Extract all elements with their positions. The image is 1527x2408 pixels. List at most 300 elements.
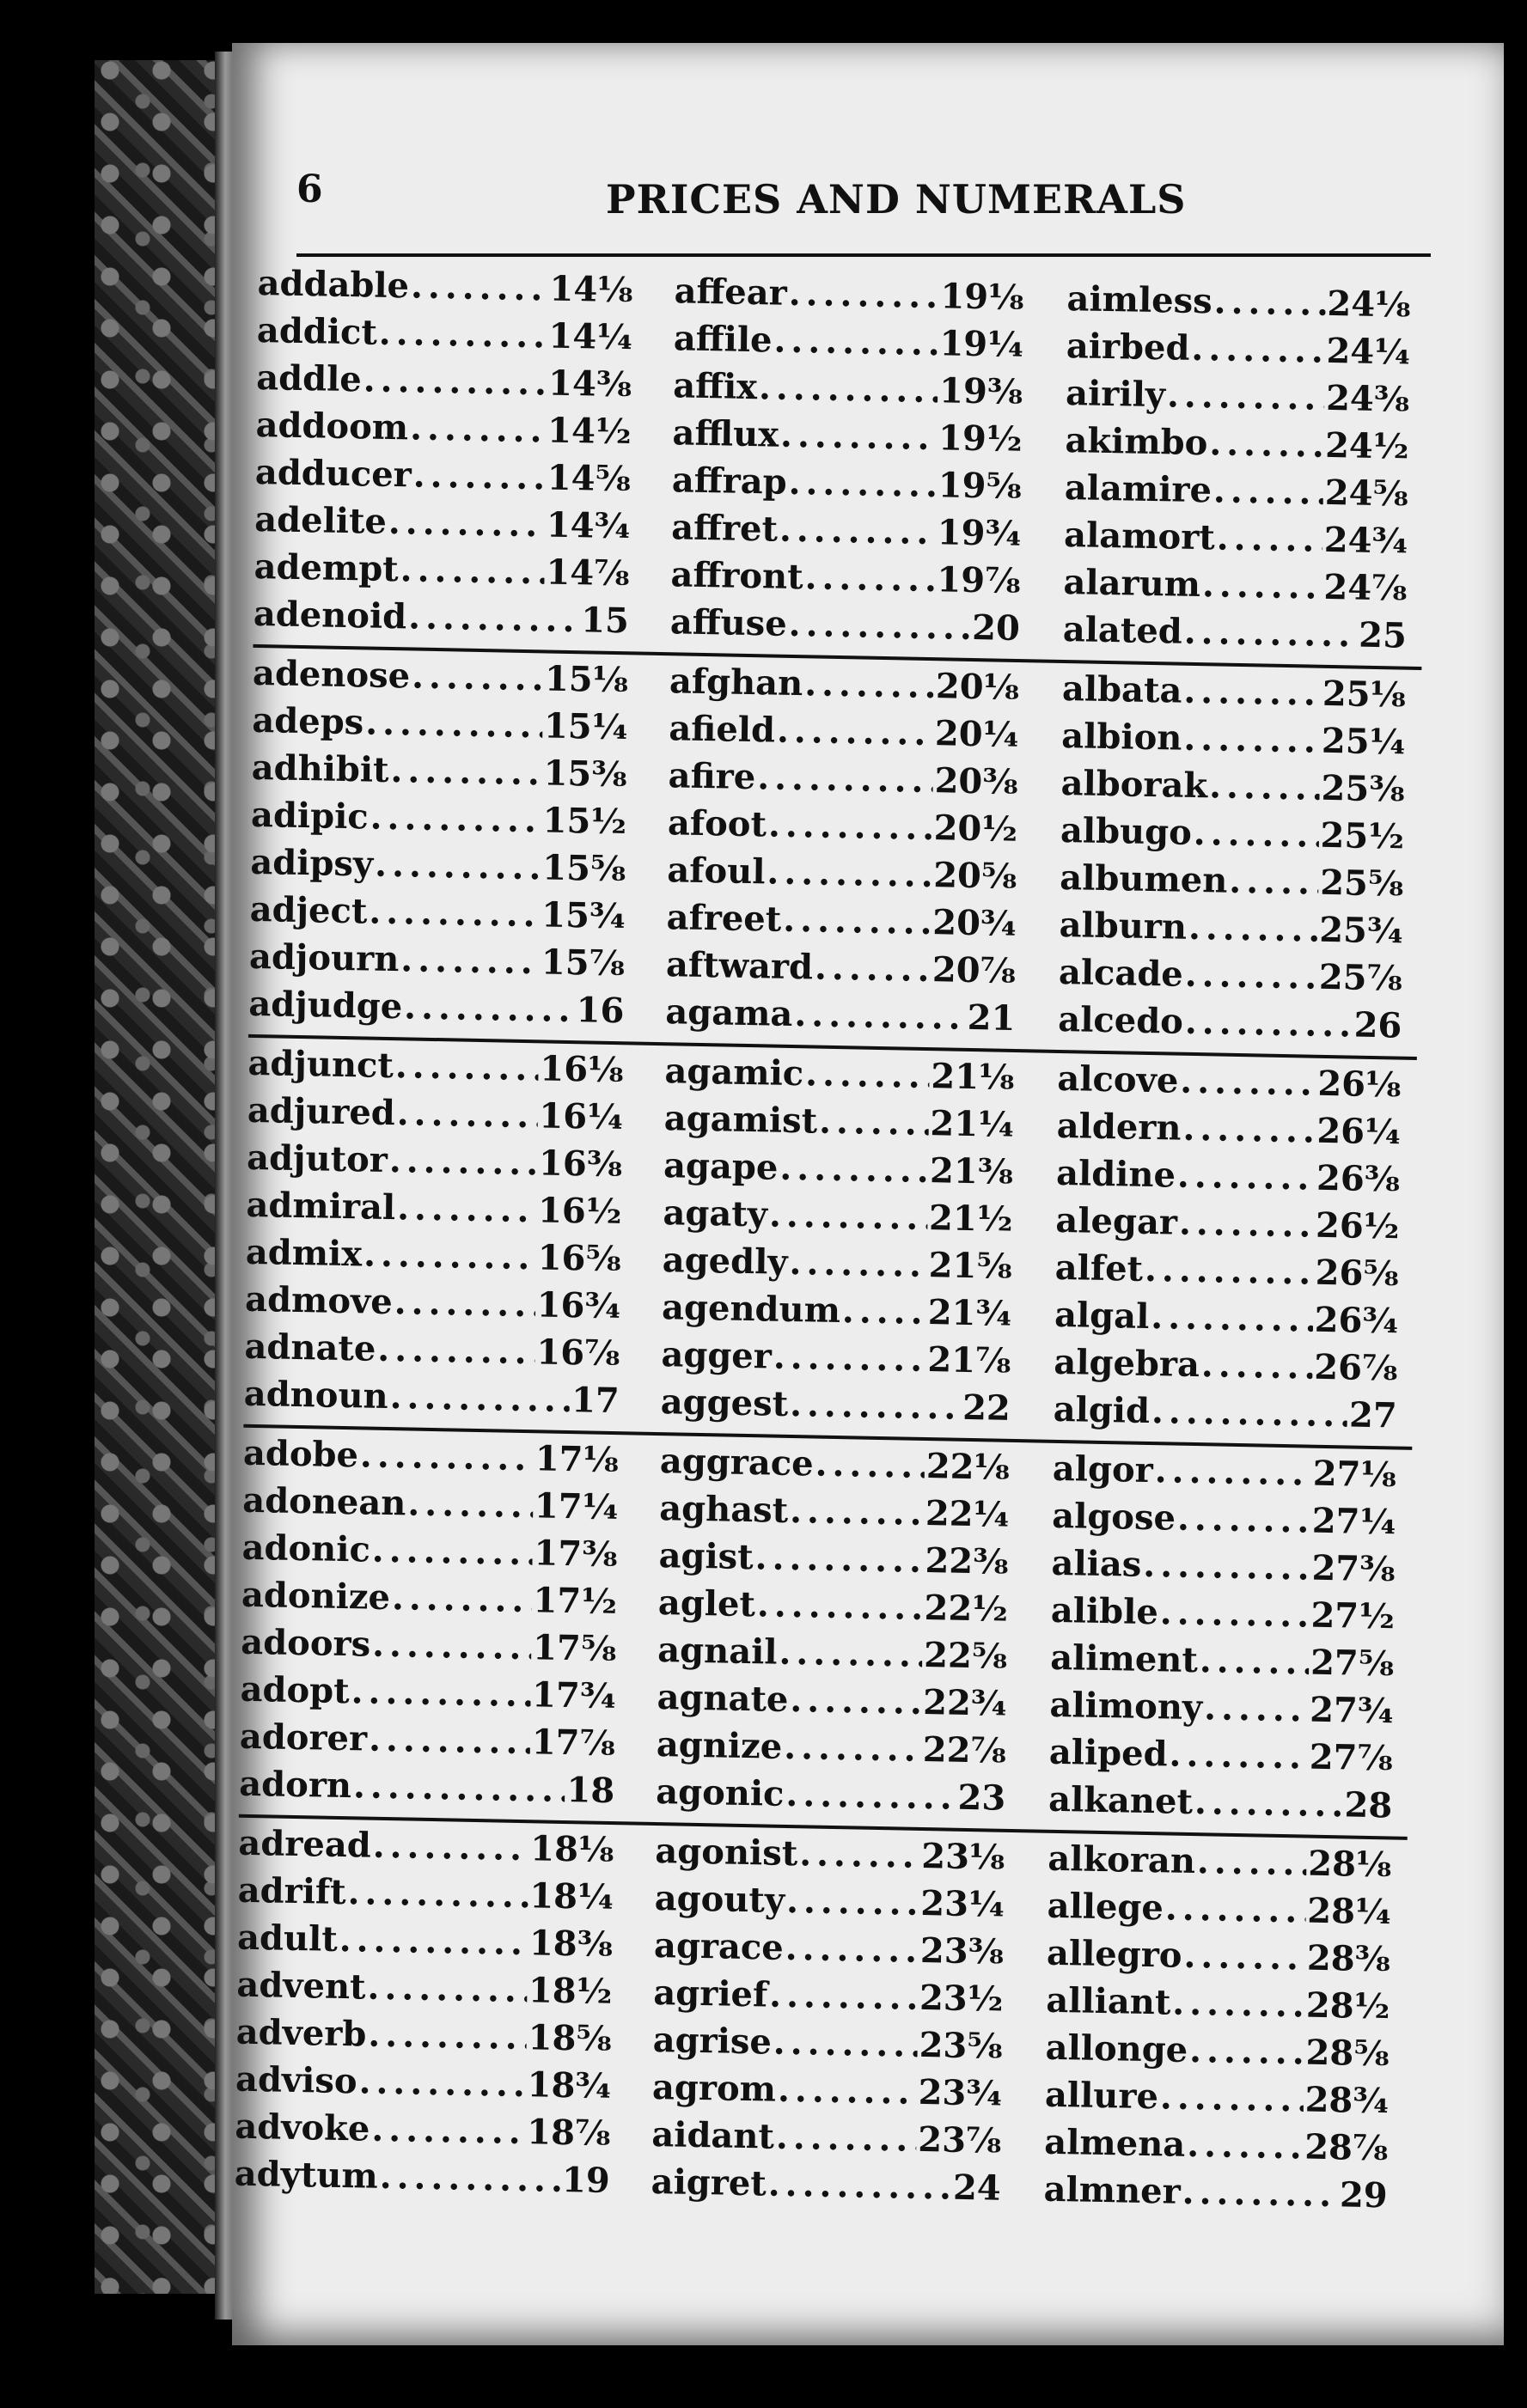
entry-word: adhibit: [251, 747, 389, 790]
dot-leader: [395, 1045, 539, 1088]
entry-word: alkanet: [1048, 1778, 1194, 1823]
dot-leader: [388, 502, 546, 545]
entry-price: 23½: [919, 1977, 1004, 2020]
dot-leader: [773, 2022, 918, 2065]
index-entry: [1029, 1152, 1416, 1207]
entry-price: 17⅜: [534, 1533, 618, 1576]
entry-word: adonic: [241, 1527, 371, 1570]
entry-price: 25⅝: [1319, 862, 1404, 905]
entry-price: 14⅞: [546, 552, 630, 594]
entry-price: 26¼: [1316, 1110, 1402, 1153]
dot-leader: [390, 750, 542, 793]
index-entry: [646, 460, 1038, 515]
entry-column: [239, 1433, 634, 1819]
index-entry: [1031, 951, 1419, 1006]
entry-price: 28½: [1305, 1984, 1390, 2027]
index-entry: [634, 1441, 1026, 1496]
index-entry: [234, 2154, 626, 2209]
entry-price: 23¾: [918, 2071, 1003, 2114]
entry-price: 21½: [928, 1198, 1013, 1240]
index-entry: [252, 700, 644, 755]
dot-leader: [789, 273, 939, 316]
entry-price: 26⅝: [1315, 1252, 1400, 1295]
dot-leader: [1183, 718, 1320, 761]
dot-leader: [410, 407, 547, 450]
entry-word: algebra: [1054, 1341, 1200, 1386]
entry-price: 25: [1358, 614, 1408, 656]
entry-price: 20¼: [934, 713, 1019, 756]
index-entry: [249, 936, 641, 991]
dot-leader: [1209, 765, 1320, 808]
entry-column: [1021, 1448, 1412, 1833]
index-entry: [627, 1972, 1019, 2027]
dot-leader: [783, 899, 931, 942]
entry-word: agonist: [655, 1831, 798, 1875]
index-entry: [235, 2106, 626, 2161]
dot-leader: [768, 2164, 952, 2208]
entry-word: albata: [1061, 668, 1182, 711]
entry-price: 16¾: [536, 1284, 621, 1327]
entry-price: 14¼: [548, 315, 633, 358]
entry-word: alliant: [1046, 1979, 1171, 2023]
entry-word: allure: [1044, 2074, 1159, 2118]
entry-word: agrief: [653, 1972, 768, 2015]
entry-column: [1025, 1058, 1416, 1443]
index-entry: [644, 601, 1036, 656]
dot-leader: [788, 604, 970, 648]
entry-word: afire: [668, 755, 756, 798]
index-entry: [235, 2059, 627, 2114]
index-entry: [632, 1582, 1024, 1637]
entry-word: almner: [1043, 2168, 1182, 2212]
entry-price: 20¾: [931, 902, 1017, 944]
dot-leader: [776, 2117, 917, 2160]
dot-leader: [788, 462, 937, 505]
index-entry: [235, 2012, 627, 2067]
entry-price: 19⅜: [938, 370, 1023, 413]
entry-price: 22⅛: [925, 1446, 1011, 1488]
dot-leader: [372, 1530, 533, 1574]
dot-leader: [365, 702, 542, 746]
entry-price: 28⅜: [1306, 1937, 1391, 1980]
dot-leader: [1143, 1545, 1310, 1588]
index-entry: [241, 1575, 633, 1630]
entry-price: 28¾: [1304, 2079, 1390, 2122]
dot-leader: [408, 596, 580, 640]
dot-leader: [786, 1881, 919, 1923]
entry-word: alburn: [1059, 904, 1188, 948]
index-entry: [1022, 1731, 1409, 1786]
entry-word: algal: [1054, 1294, 1150, 1338]
entry-price: 27½: [1310, 1594, 1396, 1637]
running-title: PRICES AND NUMERALS: [606, 176, 1187, 223]
index-entry: [628, 1877, 1020, 1932]
index-entry: [1027, 1247, 1414, 1302]
dot-leader: [379, 2156, 560, 2200]
entry-price: 21¾: [927, 1292, 1012, 1334]
entry-word: adorn: [239, 1763, 352, 1807]
entry-price: 25¼: [1321, 720, 1406, 763]
dot-leader: [339, 1919, 528, 1963]
dot-leader: [1182, 2172, 1338, 2215]
index-entry: [1018, 1979, 1406, 2034]
entry-price: 14½: [547, 410, 632, 453]
dot-leader: [773, 1337, 926, 1380]
dot-leader: [389, 1140, 538, 1183]
entry-word: airbed: [1066, 326, 1190, 369]
entry-price: 25⅛: [1322, 673, 1407, 716]
dot-leader: [790, 1491, 924, 1533]
entry-price: 20⅝: [932, 855, 1017, 898]
entry-word: afghan: [669, 661, 803, 704]
entry-price: 14⅛: [549, 268, 633, 311]
entry-price: 17: [571, 1380, 620, 1422]
index-entry: [256, 357, 648, 412]
index-entry: [642, 755, 1034, 810]
entry-price: 26½: [1315, 1204, 1400, 1247]
entry-price: 23: [957, 1777, 1006, 1819]
entry-price: 18: [566, 1770, 615, 1812]
entry-word: agendum: [661, 1287, 841, 1332]
dot-leader: [368, 2015, 527, 2058]
entry-word: adipic: [250, 794, 369, 838]
dot-leader: [1202, 564, 1322, 607]
index-entry: [253, 594, 645, 649]
dot-leader: [1151, 1391, 1348, 1435]
index-entry: [1016, 2168, 1403, 2223]
entry-word: allonge: [1045, 2027, 1188, 2070]
dot-leader: [769, 1975, 918, 2018]
dot-leader: [1177, 1498, 1310, 1541]
dot-leader: [1188, 907, 1318, 950]
entry-word: adelite: [253, 498, 388, 542]
entry-price: 16⅞: [536, 1332, 620, 1375]
dot-leader: [1169, 1734, 1308, 1777]
entry-word: agist: [658, 1535, 754, 1578]
entry-column: [1030, 668, 1421, 1053]
entry-word: adjudge: [248, 983, 403, 1027]
index-entry: [1033, 809, 1420, 864]
index-entry: [238, 1823, 630, 1878]
entry-price: 24¼: [1326, 330, 1411, 373]
entry-price: 18¼: [529, 1875, 614, 1918]
entry-word: affrap: [671, 460, 787, 503]
entry-word: afoul: [667, 850, 766, 893]
dot-leader: [767, 851, 931, 895]
index-entry: [640, 897, 1032, 952]
entry-word: adviso: [235, 2058, 357, 2102]
index-entry: [1039, 277, 1426, 332]
dot-leader: [1217, 517, 1323, 559]
entry-price: 16½: [537, 1190, 622, 1233]
index-entry: [241, 1527, 633, 1582]
index-entry: [257, 310, 649, 365]
dot-leader: [1201, 1344, 1313, 1387]
entry-word: alkoran: [1048, 1838, 1196, 1882]
dot-leader: [1189, 2030, 1304, 2073]
entry-price: 27¼: [1311, 1500, 1396, 1543]
entry-word: addoom: [255, 404, 409, 448]
entry-column: [644, 271, 1040, 656]
index-entry: [645, 507, 1037, 562]
index-entry: [248, 984, 640, 1039]
entry-price: 17½: [533, 1580, 618, 1623]
index-entry: [630, 1771, 1022, 1826]
entry-price: 25¾: [1318, 909, 1403, 952]
entry-price: 22⅝: [923, 1635, 1008, 1677]
entry-block: [239, 1428, 1412, 1840]
index-entry: [1019, 1885, 1407, 1940]
dot-leader: [1177, 1155, 1316, 1198]
index-entry: [634, 1381, 1026, 1436]
entry-word: agrom: [651, 2066, 777, 2110]
entry-price: 17⅛: [534, 1438, 620, 1481]
index-entry: [644, 554, 1036, 609]
entry-word: agedly: [662, 1240, 788, 1283]
price-index-table: [233, 258, 1426, 2299]
dot-leader: [1187, 2125, 1304, 2167]
entry-price: 24¾: [1323, 519, 1408, 562]
index-entry: [1023, 1637, 1410, 1692]
entry-word: agamic: [664, 1051, 804, 1094]
index-entry: [644, 661, 1035, 716]
dot-leader: [757, 1584, 923, 1628]
index-entry: [1036, 466, 1424, 521]
index-entry: [1017, 2074, 1405, 2129]
dot-leader: [785, 1774, 956, 1818]
entry-word: allege: [1047, 1885, 1164, 1929]
entry-price: 24⅛: [1327, 283, 1411, 326]
entry-word: agonic: [655, 1771, 785, 1814]
dot-leader: [1191, 328, 1325, 371]
entry-word: alcedo: [1058, 998, 1184, 1042]
entry-word: adytum: [234, 2153, 379, 2197]
index-entry: [625, 2161, 1017, 2216]
dot-leader: [815, 1444, 925, 1486]
index-entry: [237, 1917, 629, 1972]
entry-price: 16⅛: [540, 1048, 624, 1091]
entry-word: albugo: [1060, 809, 1193, 853]
entry-block: [248, 648, 1421, 1060]
index-entry: [637, 1192, 1029, 1247]
entry-word: aldern: [1056, 1105, 1182, 1149]
index-entry: [632, 1629, 1023, 1684]
entry-price: 22½: [924, 1588, 1009, 1630]
dot-leader: [1160, 1592, 1310, 1635]
dot-leader: [773, 320, 938, 364]
page-header: [296, 159, 1431, 236]
dot-leader: [785, 1928, 919, 1971]
entry-word: agrace: [653, 1925, 785, 1968]
index-entry: [1029, 1105, 1416, 1160]
index-entry: [626, 2019, 1018, 2074]
entry-price: 20½: [933, 808, 1018, 850]
index-entry: [251, 795, 643, 850]
entry-price: 19½: [938, 418, 1023, 460]
entry-price: 19¼: [939, 323, 1024, 366]
entry-price: 15⅞: [541, 942, 626, 985]
index-entry: [636, 1287, 1028, 1342]
dot-leader: [1183, 671, 1321, 714]
dot-leader: [1213, 470, 1323, 512]
index-entry: [236, 1965, 628, 2020]
entry-word: adread: [238, 1822, 372, 1866]
entry-price: 18⅛: [530, 1828, 614, 1871]
entry-price: 25⅜: [1321, 767, 1405, 810]
entry-column: [634, 1051, 1029, 1436]
index-entry: [646, 412, 1038, 467]
index-entry: [647, 365, 1039, 420]
index-entry: [638, 1051, 1030, 1106]
dot-leader: [1213, 281, 1325, 323]
index-entry: [631, 1723, 1023, 1778]
entry-word: aglet: [657, 1582, 756, 1625]
entry-word: albion: [1061, 716, 1182, 759]
dot-leader: [347, 1872, 528, 1916]
entry-word: admiral: [246, 1184, 396, 1228]
index-entry: [1027, 1294, 1414, 1349]
entry-word: aigret: [651, 2161, 767, 2204]
entry-price: 26: [1353, 1004, 1402, 1046]
dot-leader: [400, 549, 544, 592]
entry-price: 20: [971, 607, 1021, 649]
dot-leader: [371, 2109, 525, 2152]
entry-word: alamort: [1063, 515, 1216, 558]
entry-price: 17⅝: [532, 1627, 617, 1670]
entry-word: adenose: [252, 652, 411, 697]
index-entry: [1031, 904, 1419, 959]
entry-price: 18⅜: [528, 1923, 614, 1966]
entry-column: [1016, 1838, 1407, 2223]
entry-price: 20⅜: [934, 760, 1018, 803]
entry-word: adenoid: [253, 593, 407, 637]
entry-price: 24⅜: [1325, 377, 1410, 420]
entry-word: allegro: [1046, 1932, 1182, 1976]
entry-block: [234, 1818, 1407, 2227]
dot-leader: [397, 1093, 538, 1136]
entry-price: 14⅝: [547, 457, 632, 500]
dot-leader: [389, 1376, 570, 1420]
entry-price: 29: [1339, 2174, 1388, 2216]
entry-price: 22⅞: [922, 1728, 1007, 1771]
index-entry: [1020, 1838, 1408, 1893]
dot-leader: [805, 1053, 930, 1096]
entry-word: agnate: [657, 1677, 789, 1720]
entry-word: alfet: [1054, 1247, 1144, 1289]
dot-leader: [757, 757, 933, 801]
entry-word: admix: [245, 1231, 363, 1275]
entry-word: albumen: [1060, 857, 1228, 901]
entry-price: 17⅞: [531, 1722, 616, 1765]
dot-leader: [815, 948, 931, 991]
dot-leader: [769, 1195, 928, 1239]
dot-leader: [363, 1234, 536, 1277]
index-entry: [241, 1622, 632, 1677]
dot-leader: [360, 1435, 534, 1478]
entry-column: [243, 1043, 638, 1429]
entry-price: 21⅝: [928, 1245, 1013, 1287]
dot-leader: [842, 1290, 926, 1332]
entry-price: 18⅝: [528, 2017, 613, 2060]
entry-word: agouty: [654, 1878, 785, 1921]
entry-price: 16: [576, 990, 625, 1032]
index-entry: [1023, 1589, 1411, 1644]
index-entry: [638, 1098, 1029, 1153]
entry-word: afreet: [666, 897, 782, 940]
index-entry: [240, 1669, 632, 1724]
dot-leader: [411, 265, 548, 308]
entry-price: 26⅜: [1316, 1157, 1401, 1200]
entry-word: afield: [669, 708, 776, 751]
dot-leader: [372, 1625, 532, 1668]
index-entry: [255, 452, 647, 507]
dot-leader: [369, 892, 541, 936]
entry-price: 26⅞: [1314, 1346, 1398, 1389]
entry-price: 18¾: [527, 2064, 612, 2107]
entry-word: afflux: [672, 412, 779, 455]
entry-price: 15½: [542, 800, 627, 843]
index-entry: [250, 842, 642, 897]
dot-leader: [779, 509, 936, 552]
entry-word: adonize: [241, 1574, 391, 1619]
entry-word: aliment: [1049, 1637, 1199, 1681]
entry-word: aldine: [1055, 1152, 1176, 1196]
entry-word: adjured: [247, 1089, 396, 1134]
page-number: 6: [296, 168, 323, 211]
dot-leader: [1184, 612, 1358, 655]
entry-price: 27¾: [1309, 1689, 1394, 1732]
entry-word: agnail: [657, 1630, 778, 1673]
entry-word: adjunct: [247, 1042, 394, 1087]
dot-leader: [819, 1101, 929, 1143]
index-entry: [240, 1716, 632, 1771]
entry-price: 15: [580, 600, 630, 642]
entry-word: alamire: [1064, 467, 1212, 511]
index-entry: [1035, 561, 1423, 616]
index-entry: [243, 1433, 635, 1488]
entry-word: adrift: [237, 1869, 346, 1913]
entry-word: adeps: [252, 699, 364, 743]
dot-leader: [412, 454, 546, 497]
dot-leader: [789, 1242, 927, 1285]
entry-word: agamist: [663, 1098, 818, 1142]
index-entry: [1021, 1778, 1408, 1833]
entry-price: 15⅜: [543, 753, 628, 796]
index-entry: [246, 1185, 638, 1240]
entry-price: 24⅝: [1324, 472, 1409, 515]
entry-price: 17¼: [534, 1485, 619, 1528]
entry-price: 26⅛: [1317, 1063, 1402, 1106]
dot-leader: [1172, 1983, 1304, 2026]
dot-leader: [407, 1483, 533, 1526]
header-rule: [296, 253, 1431, 257]
entry-column: [248, 653, 644, 1039]
entry-price: 20⅞: [931, 949, 1017, 991]
index-entry: [632, 1534, 1024, 1589]
entry-word: agaty: [663, 1192, 768, 1235]
entry-word: affret: [670, 507, 779, 550]
index-entry: [643, 708, 1035, 763]
index-entry: [254, 499, 646, 554]
entry-price: 28⅛: [1307, 1843, 1392, 1886]
entry-price: 23⅛: [921, 1835, 1005, 1878]
entry-word: aftward: [665, 944, 814, 988]
entry-price: 21¼: [930, 1103, 1015, 1145]
index-entry: [626, 2066, 1018, 2121]
index-entry: [1029, 1058, 1417, 1113]
index-entry: [1037, 419, 1425, 474]
entry-word: adonean: [242, 1479, 406, 1524]
